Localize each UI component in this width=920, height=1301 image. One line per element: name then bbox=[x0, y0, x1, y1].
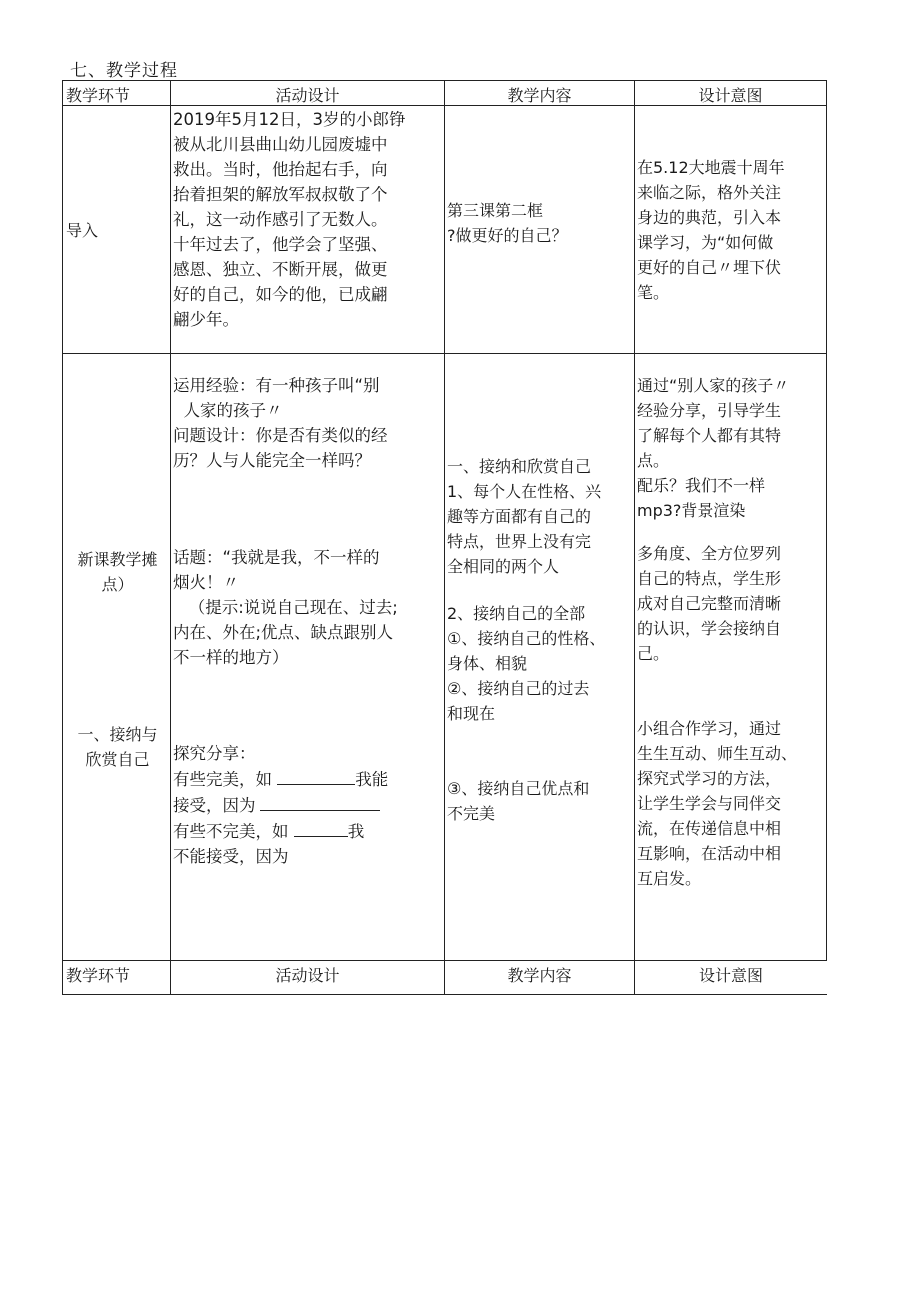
header-content: 教学内容 bbox=[444, 80, 634, 106]
content-line: 全相同的两个人 bbox=[447, 557, 560, 576]
fill-blank[interactable] bbox=[277, 766, 355, 785]
activity-line: 内在、外在;优点、缺点跟别人 bbox=[173, 623, 394, 642]
activity-topic bbox=[173, 545, 398, 670]
intro-activity-line: 抬着担架的解放军叔叔敬了个 bbox=[173, 185, 388, 204]
header-intent: 设计意图 bbox=[634, 80, 827, 106]
intro-stage-cell bbox=[62, 106, 170, 354]
activity-line bbox=[173, 766, 388, 792]
content-part-1 bbox=[447, 454, 601, 579]
intro-activity-line: 感恩、独立、不断开展，做更 bbox=[173, 260, 388, 279]
content-part-3 bbox=[447, 776, 589, 826]
intro-intent-line: 在5.12大地震十周年 bbox=[637, 158, 785, 177]
footer-content: 教学内容 bbox=[444, 961, 634, 995]
new-stage-cell bbox=[62, 354, 170, 961]
intent-line: 了解每个人都有其特 bbox=[637, 426, 782, 445]
content-part-2 bbox=[447, 601, 605, 726]
content-line: 身体、相貌 bbox=[447, 654, 528, 673]
content-line: 特点，世界上没有完 bbox=[447, 532, 592, 551]
intent-line: 互影响，在活动中相 bbox=[637, 844, 782, 863]
activity-line: 人家的孩子〃 bbox=[173, 401, 283, 420]
intent-line: 通过“别人家的孩子〃 bbox=[637, 376, 790, 395]
intent-part-2 bbox=[637, 541, 781, 666]
content-line: 2、接纳自己的全部 bbox=[447, 604, 586, 623]
activity-inquiry bbox=[173, 741, 388, 869]
activity-text: 我 bbox=[347, 822, 365, 841]
teaching-process-table bbox=[62, 80, 827, 995]
content-line: 1、每个人在性格、兴 bbox=[447, 482, 602, 501]
intent-line: mp3?背景渲染 bbox=[637, 501, 746, 520]
activity-line: 不能接受，因为 bbox=[173, 847, 289, 866]
fill-blank[interactable] bbox=[294, 818, 348, 837]
intro-activity-line: 好的自己，如今的他，已成翩 bbox=[173, 285, 388, 304]
intent-line: 小组合作学习，通过 bbox=[637, 719, 782, 738]
content-line: 不完美 bbox=[447, 804, 496, 823]
intent-part-1 bbox=[637, 373, 789, 523]
fill-blank[interactable] bbox=[260, 792, 380, 811]
activity-line: 不一样的地方） bbox=[173, 648, 289, 667]
new-activity-cell bbox=[170, 354, 444, 961]
content-line: 和现在 bbox=[447, 704, 496, 723]
section-title: 七、教学过程 bbox=[70, 61, 178, 81]
intro-activity-line: 救出。当时，他抬起右手，向 bbox=[173, 160, 388, 179]
intro-intent-line: 来临之际，格外关注 bbox=[637, 183, 782, 202]
intro-stage: 导入 bbox=[66, 221, 99, 240]
footer-intent: 设计意图 bbox=[634, 961, 827, 995]
activity-line: 历？人与人能完全一样吗？ bbox=[173, 451, 371, 470]
activity-line: （提示:说说自己现在、过去; bbox=[173, 598, 398, 617]
intent-line: 让学生学会与同伴交 bbox=[637, 794, 782, 813]
intro-activity-cell bbox=[170, 106, 444, 354]
intro-content-line: 第三课第二框 bbox=[447, 201, 544, 220]
activity-line: 烟火！〃 bbox=[173, 573, 239, 592]
new-section-line: 一、接纳与 bbox=[77, 725, 158, 744]
new-section-label bbox=[66, 722, 169, 772]
intent-line: 的认识，学会接纳自 bbox=[637, 619, 782, 638]
content-line: 趣等方面都有自己的 bbox=[447, 507, 592, 526]
activity-text: 接受，因为 bbox=[173, 796, 256, 815]
activity-experience bbox=[173, 373, 388, 473]
intro-intent-line: 身边的典范，引入本 bbox=[637, 208, 782, 227]
activity-text: 有些完美，如 bbox=[173, 770, 272, 789]
intro-activity-line: 被从北川县曲山幼儿园废墟中 bbox=[173, 135, 388, 154]
intent-line: 点。 bbox=[637, 451, 670, 470]
new-content-cell bbox=[444, 354, 634, 961]
activity-text: 有些不完美，如 bbox=[173, 822, 289, 841]
new-stage-label bbox=[66, 547, 169, 597]
intro-intent-cell bbox=[634, 106, 827, 354]
new-stage-line: 点） bbox=[101, 575, 134, 594]
activity-line: 探究分享： bbox=[173, 744, 256, 763]
intent-line: 自己的特点，学生形 bbox=[637, 569, 782, 588]
intro-activity-line: 2019年5月12日，3岁的小郎铮 bbox=[173, 110, 406, 129]
content-line: 一、接纳和欣赏自己 bbox=[447, 457, 592, 476]
new-intent-cell bbox=[634, 354, 827, 961]
intent-line: 探究式学习的方法， bbox=[637, 769, 782, 788]
intent-part-3 bbox=[637, 716, 797, 891]
intro-content-line: ?做更好的自己？ bbox=[447, 226, 568, 245]
activity-line: 话题：“我就是我，不一样的 bbox=[173, 548, 380, 567]
intro-intent-line: 笔。 bbox=[637, 283, 670, 302]
intent-line: 流，在传递信息中相 bbox=[637, 819, 782, 838]
intent-line: 互启发。 bbox=[637, 869, 702, 888]
activity-text: 我能 bbox=[355, 770, 389, 789]
activity-line bbox=[173, 818, 388, 844]
header-activity: 活动设计 bbox=[170, 80, 444, 106]
intro-content-cell bbox=[444, 106, 634, 354]
intro-activity-line: 十年过去了，他学会了坚强、 bbox=[173, 235, 388, 254]
new-stage-line: 新课教学摊 bbox=[77, 550, 158, 569]
intro-intent-line: 更好的自己〃埋下伏 bbox=[637, 258, 782, 277]
intent-line: 经验分享，引导学生 bbox=[637, 401, 782, 420]
intro-activity-line: 礼，这一动作感引了无数人。 bbox=[173, 210, 388, 229]
intent-line: 己。 bbox=[637, 644, 670, 663]
activity-line: 运用经验：有一种孩子叫“别 bbox=[173, 376, 380, 395]
activity-line bbox=[173, 792, 388, 818]
new-section-line: 欣赏自己 bbox=[85, 750, 150, 769]
intro-intent-line: 课学习，为“如何做 bbox=[637, 233, 774, 252]
intent-line: 配乐？我们不一样 bbox=[637, 476, 766, 495]
intent-line: 成对自己完整而清晰 bbox=[637, 594, 782, 613]
content-line: ①、接纳自己的性格、 bbox=[447, 629, 606, 648]
activity-line: 问题设计：你是否有类似的经 bbox=[173, 426, 388, 445]
content-line: ②、接纳自己的过去 bbox=[447, 679, 590, 698]
intent-line: 多角度、全方位罗列 bbox=[637, 544, 782, 563]
footer-stage: 教学环节 bbox=[62, 961, 170, 995]
content-line: ③、接纳自己优点和 bbox=[447, 779, 590, 798]
header-stage: 教学环节 bbox=[62, 80, 170, 106]
intro-activity-line: 翩少年。 bbox=[173, 310, 239, 329]
intent-line: 生生互动、师生互动、 bbox=[637, 744, 798, 763]
footer-activity: 活动设计 bbox=[170, 961, 444, 995]
